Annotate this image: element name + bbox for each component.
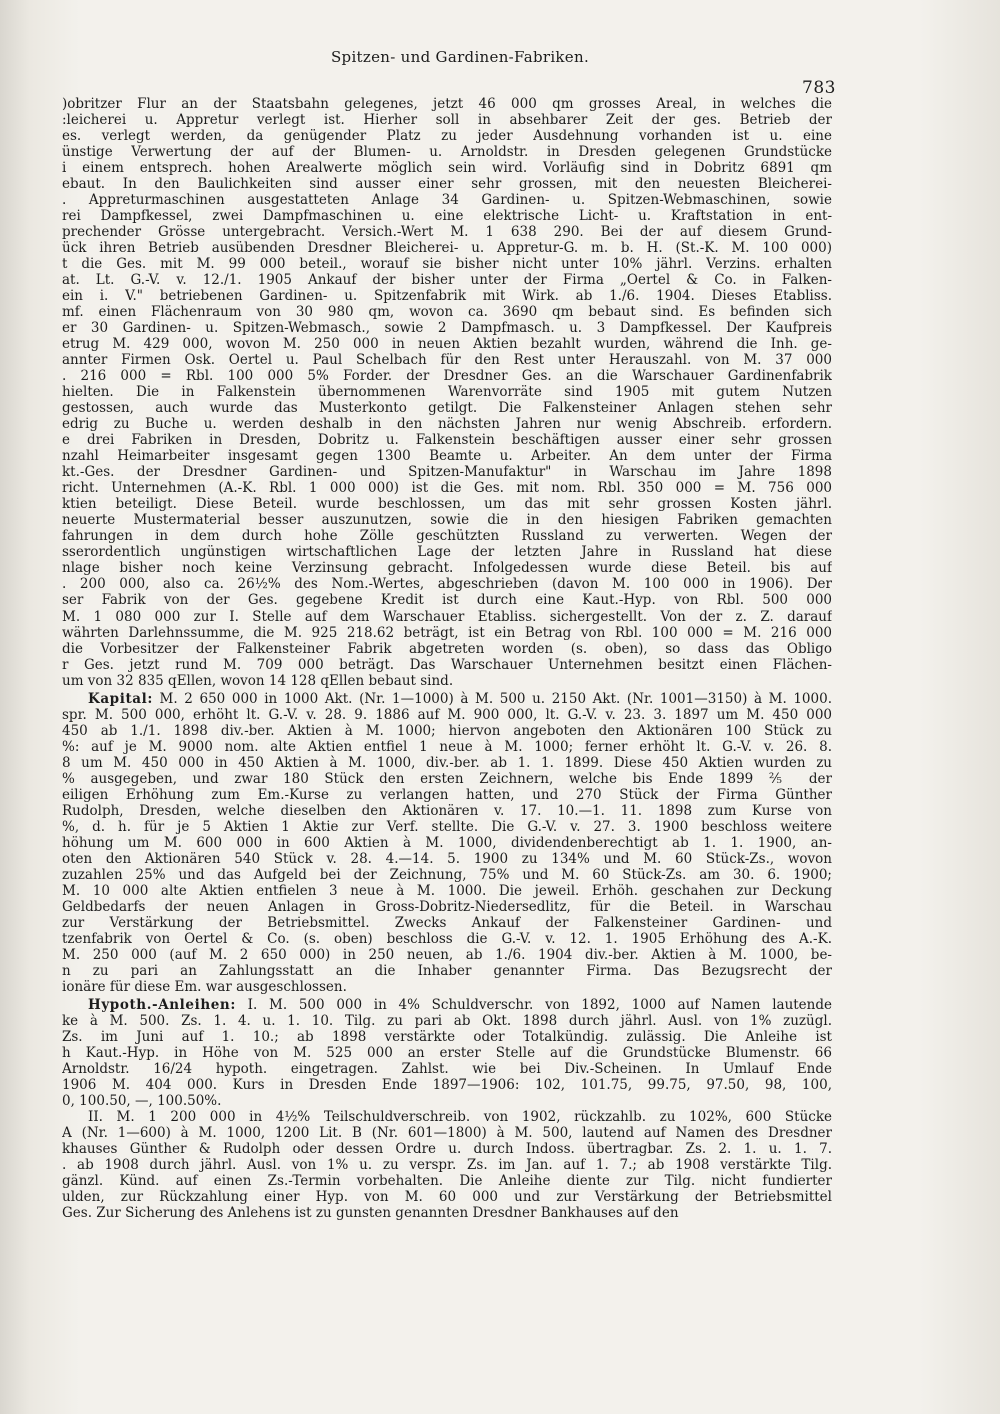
- text-line: M. 10 000 alte Aktien entfielen 3 neue à M. 1000. Die jeweil. Erhöh. geschahen zur Deckung: [62, 882, 832, 899]
- page-number: 783: [802, 78, 836, 98]
- text-line: fahrungen in dem durch hohe Zölle geschützten Russland zu verwerten. Wegen der: [62, 528, 832, 545]
- text-line: um von 32 835 qEllen, wovon 14 128 qEllen bebaut sind.: [62, 672, 454, 689]
- text-line: währten Darlehnssumme, die M. 925 218.62 beträgt, ist ein Betrag von Rbl. 100 000 = M. 216 000: [62, 624, 832, 641]
- text-line: . 216 000 = Rbl. 100 000 5% Forder. der Dresdner Ges. an die Warschauer Gardinenfabrik: [62, 368, 832, 385]
- text-line: :leicherei u. Appretur verlegt ist. Hierher soll in absehbarer Zeit der ges. Betrieb der: [62, 112, 832, 129]
- text-line: gänzl. Künd. auf einen Zs.-Termin vorbehalten. Die Anleihe diente zur Tilg. nicht fundierter: [62, 1173, 832, 1190]
- text-line: khauses Günther & Rudolph oder dessen Ordre u. durch Indoss. übertragbar. Zs. 2. 1. u. 1. 7.: [62, 1141, 832, 1158]
- text-line: annter Firmen Osk. Oertel u. Paul Schelbach für den Rest unter Herauszahl. von M. 37 000: [62, 352, 832, 369]
- text-line: Arnoldstr. 16/24 hypoth. eingetragen. Zahlst. wie bei Div.-Scheinen. In Umlauf Ende: [62, 1060, 832, 1077]
- text-line: 8 um M. 450 000 in 450 Aktien à M. 1000, div.-ber. ab 1. 1. 1899. Diese 450 Aktien wurden zu: [62, 754, 832, 771]
- text-line: t die Ges. mit M. 99 000 beteil., worauf sie bisher nicht unter 10% jährl. Verzins. erhalten: [62, 256, 832, 273]
- text-line: ionäre für diese Em. war ausgeschlossen.: [62, 978, 347, 995]
- text-line: Zs. im Juni auf 1. 10.; ab 1898 verstärkte oder Totalkündig. zulässig. Die Anleihe ist: [62, 1028, 832, 1045]
- text-line: zuzahlen 25% und das Aufgeld bei der Zeichnung, 75% und M. 60 Stück-Zs. am 30. 6. 1900;: [62, 866, 832, 883]
- text-line: %: auf je M. 9000 nom. alte Aktien entfiel 1 neue à M. 1000; ferner erhöht lt. G.-V. v. 26. 8.: [62, 738, 832, 755]
- text-line: zur Verstärkung der Betriebsmittel. Zwecks Ankauf der Falkensteiner Gardinen- und: [62, 914, 832, 931]
- text-line: ück ihren Betrieb ausübenden Dresdner Bleicherei- u. Appretur-G. m. b. H. (St.-K. M. 100 000): [62, 240, 832, 257]
- text-line: . Appreturmaschinen ausgestatteten Anlage 34 Gardinen- u. Spitzen-Webmaschinen, sowie: [62, 192, 832, 209]
- text-line: Rudolph, Dresden, welche dieselben den Aktionären v. 17. 10.—1. 11. 1898 zum Kurse von: [62, 802, 832, 819]
- text-line: . 200 000, also ca. 26½% des Nom.-Wertes, abgeschrieben (davon M. 100 000 in 1906). Der: [62, 576, 832, 593]
- text-line: )obritzer Flur an der Staatsbahn gelegenes, jetzt 46 000 qm grosses Areal, in welches die: [62, 96, 832, 112]
- hypoth-label: Hypoth.-Anleihen:: [88, 996, 236, 1013]
- text-line: die Vorbesitzer der Falkensteiner Fabrik abgetreten worden (s. oben), so dass das Obligo: [62, 640, 832, 657]
- text-line: at. Lt. G.-V. v. 12./1. 1905 Ankauf der bisher unter der Firma „Oertel & Co. in Falken-: [62, 272, 832, 289]
- text-line: kt.-Ges. der Dresdner Gardinen- und Spitzen-Manufaktur" in Warschau im Jahre 1898: [62, 464, 832, 481]
- text-line: r Ges. jetzt rund M. 709 000 beträgt. Das Warschauer Unternehmen besitzt einen Flächen-: [62, 656, 832, 673]
- text-line: eiligen Erhöhung zum Em.-Kurse zu verlangen hatten, und 270 Stück der Firma Günther: [62, 786, 832, 803]
- text-line: rei Dampfkessel, zwei Dampfmaschinen u. eine elektrische Licht- u. Kraftstation in ent-: [62, 208, 832, 225]
- text-line: oten den Aktionären 540 Stück v. 28. 4.—14. 5. 1900 zu 134% und M. 60 Stück-Zs., wovon: [62, 850, 832, 867]
- running-title: Spitzen- und Gardinen-Fabriken.: [330, 48, 590, 66]
- text-line: A (Nr. 1—600) à M. 1000, 1200 Lit. B (Nr. 601—1800) à M. 500, lautend auf Namen des Dresdner: [62, 1125, 832, 1141]
- text-line: gestossen, auch wurde das Musterkonto getilgt. Die Falkensteiner Anlagen stehen sehr: [62, 400, 832, 417]
- hypoth-first-line: Hypoth.-Anleihen: I. M. 500 000 in 4% Schuldverschr. von 1892, 1000 auf Namen lautende: [88, 996, 832, 1013]
- text-line: Geldbedarfs der neuen Anlagen in Gross-Dobritz-Niedersedlitz, für die Beteil. in Warschau: [62, 898, 832, 915]
- text-line: nzahl Heimarbeiter insgesamt gegen 1300 Beamte u. Arbeiter. An dem unter der Firma: [62, 448, 832, 465]
- paragraph-kapital: [62, 707, 832, 995]
- text-line: hielten. Die in Falkenstein übernommenen Warenvorräte sind 1905 mit gutem Nutzen: [62, 384, 832, 401]
- text-line: M. 250 000 (auf M. 2 650 000) in 250 neuen, ab 1./6. 1904 div.-ber. Aktien à M. 1000, be-: [62, 946, 832, 963]
- text-line: ein i. V." betriebenen Gardinen- u. Spitzenfabrik mit Wirk. ab 1./6. 1904. Dieses Etabliss.: [62, 288, 832, 305]
- text-line: ser Fabrik von der Ges. gegebene Kredit ist durch eine Kaut.-Hyp. von Rbl. 500 000: [62, 592, 832, 609]
- kapital-first-line: Kapital: M. 2 650 000 in 1000 Akt. (Nr. 1—1000) à M. 500 u. 2150 Akt. (Nr. 1001—3150) à M. 1000.: [88, 690, 832, 707]
- text-line: ktien beteiligt. Diese Beteil. wurde beschlossen, um das mit sehr grossen Kosten jährl.: [62, 496, 832, 513]
- text-line: etrug M. 429 000, wovon M. 250 000 in neuen Aktien bezahlt wurden, während die Inh. ge-: [62, 336, 832, 353]
- text-line: II. M. 1 200 000 in 4½% Teilschuldverschreib. von 1902, rückzahlb. zu 102%, 600 Stücke: [88, 1108, 832, 1125]
- text-line: nlage bisher noch keine Verzinsung gebracht. Infolgedessen wurde diese Beteil. bis auf: [62, 560, 832, 577]
- text-line: M. 1 080 000 zur I. Stelle auf dem Warschauer Etabliss. sichergestellt. Von der z. Z. darauf: [62, 608, 832, 625]
- text-line: richt. Unternehmen (A.-K. Rbl. 1 000 000) ist die Ges. mit nom. Rbl. 350 000 = M. 756 000: [62, 480, 832, 497]
- text-line: 0, 100.50, —, 100.50%.: [62, 1092, 222, 1109]
- text-line: i einem entsprech. hohen Arealwerte möglich sein wird. Vorläufig sind in Dobritz 6891 qm: [62, 160, 832, 177]
- text-line: sserordentlich ungünstigen wirtschaftlichen Lage der letzten Jahre in Russland hat diese: [62, 544, 832, 561]
- text-line: edrig zu Buche u. werden deshalb in den nächsten Jahren nur wenig Abschreib. erfordern.: [62, 416, 832, 433]
- text-line: % ausgegeben, und zwar 180 Stück den ersten Zeichnern, welche bis Ende 1899 ⅖ der: [62, 770, 832, 787]
- text-line: e drei Fabriken in Dresden, Dobritz u. Falkenstein beschäftigen ausser einer sehr grossen: [62, 432, 832, 449]
- paragraph-hypoth-2: [62, 1109, 832, 1221]
- text-line: ünstige Verwertung der auf der Blumen- u. Arnoldstr. in Dresden gelegenen Grundstücke: [62, 144, 832, 161]
- text-line: ebaut. In den Baulichkeiten sind ausser einer sehr grossen, mit den neuesten Bleicherei-: [62, 176, 832, 193]
- text-line: n zu pari an Zahlungsstatt an die Inhaber genannter Firma. Das Bezugsrecht der: [62, 962, 832, 979]
- text-line: 450 ab 1./1. 1898 div.-ber. Aktien à M. 1000; hiervon angeboten den Aktionären 100 Stück zu: [62, 722, 832, 739]
- kapital-label: Kapital:: [88, 690, 153, 707]
- text-line: %, d. h. für je 5 Aktien 1 Aktie zur Verf. stellte. Die G.-V. v. 27. 3. 1900 beschloss weitere: [62, 818, 832, 835]
- text-line: Ges. Zur Sicherung des Anlehens ist zu gunsten genannten Dresdner Bankhauses auf den: [62, 1205, 679, 1222]
- document-body: [62, 96, 832, 1221]
- text-line: tzenfabrik von Oertel & Co. (s. oben) beschloss die G.-V. v. 12. 1. 1905 Erhöhung des A.-K.: [62, 930, 832, 947]
- page-header: [60, 42, 860, 98]
- text-line: 1906 M. 404 000. Kurs in Dresden Ende 1897—1906: 102, 101.75, 99.75, 97.50, 98, 100,: [62, 1076, 832, 1093]
- text-line: . ab 1908 durch jährl. Ausl. von 1% u. zu verspr. Zs. im Jan. auf 1. 7.; ab 1908 verstärkte Tilg.: [62, 1157, 832, 1174]
- text-line: neuerte Mustermaterial besser auszunutzen, sowie die in den hiesigen Fabriken gemachten: [62, 512, 832, 529]
- text-line: er 30 Gardinen- u. Spitzen-Webmasch., sowie 2 Dampfmasch. u. 3 Dampfkessel. Der Kaufpreis: [62, 320, 832, 337]
- text-line: mf. einen Flächenraum von 30 980 qm, wovon ca. 3690 qm bebaut sind. Es befinden sich: [62, 304, 832, 321]
- paragraph-company-description: [62, 96, 832, 689]
- text-line: h Kaut.-Hyp. in Höhe von M. 525 000 an erster Stelle auf die Grundstücke Blumenstr. 66: [62, 1044, 832, 1061]
- text-line: höhung um M. 600 000 in 600 Aktien à M. 1000, dividendenberechtigt ab 1. 1. 1900, an-: [62, 834, 832, 851]
- text-line: ke à M. 500. Zs. 1. 4. u. 1. 10. Tilg. zu pari ab Okt. 1898 durch jährl. Ausl. von 1% zuzügl.: [62, 1012, 832, 1029]
- text-line: prechender Grösse untergebracht. Versich.-Wert M. 1 638 290. Bei der auf diesem Grund-: [62, 224, 832, 241]
- text-line: spr. M. 500 000, erhöht lt. G.-V. v. 28. 9. 1886 auf M. 900 000, lt. G.-V. v. 23. 3. 1897 um M. 450 000: [62, 706, 832, 723]
- paragraph-hypoth-1: [62, 1013, 832, 1109]
- text-line: ulden, zur Rückzahlung einer Hyp. von M. 60 000 und zur Verstärkung der Betriebsmittel: [62, 1189, 832, 1206]
- text-line: es. verlegt werden, da genügender Platz zu jeder Ausdehnung vorhanden ist u. eine: [62, 128, 832, 145]
